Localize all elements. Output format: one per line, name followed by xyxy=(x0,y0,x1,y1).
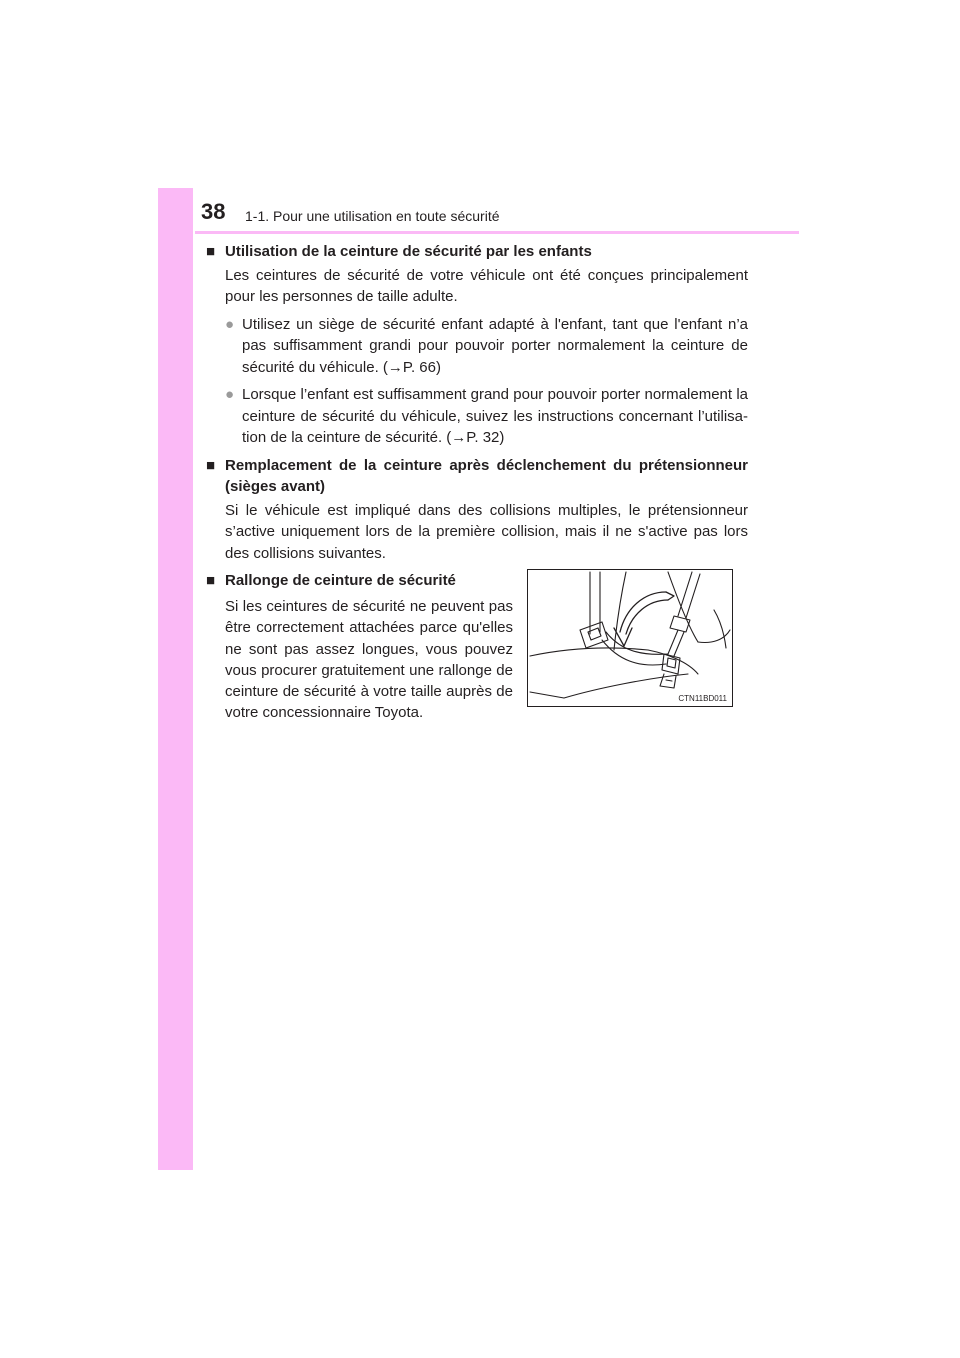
page-number: 38 xyxy=(201,199,226,224)
section-title: Remplacement de la ceinture après déclenchement du prétensionneur (sièges avant) xyxy=(225,456,748,495)
section-body: Si les ceintures de sécurité ne peuvent pas être correctement attachées parce qu'elles ne sont pas assez longues, vous pouvez vous procurer gratuitement une rallonge de ceinture de sécurité à votre taille auprès de votre concessionnaire Toyota. xyxy=(225,598,513,722)
chapter-title: 1-1. Pour une utilisation en toute sécurité xyxy=(245,208,500,224)
section-heading-pretensioner xyxy=(206,455,748,498)
figure-code: CTN11BD011 xyxy=(678,694,727,703)
square-bullet-icon: ■ xyxy=(206,456,216,474)
section-title: Rallonge de ceinture de sécurité xyxy=(225,572,456,589)
section-body: Si le véhicule est impliqué dans des collisions multiples, le prétensionneur s’active uniquement lors de la première collision, mais il ne s'active pas lors des collisions suivantes. xyxy=(225,501,748,562)
seatbelt-drawing xyxy=(528,570,732,706)
list-item xyxy=(206,314,748,379)
square-bullet-icon: ■ xyxy=(206,572,216,589)
list-item-text: Utilisez un siège de sécurité enfant adapté à l'enfant, tant que l'enfant n’a pas suffisamment grandi pour pouvoir porter normalement la ceinture de sécurité du véhicule. (→P. 66) xyxy=(242,315,748,376)
list-item xyxy=(206,384,748,449)
section-title: Utilisation de la ceinture de sécurité par les enfants xyxy=(225,243,592,260)
seatbelt-extender-illustration xyxy=(527,569,733,707)
chapter-sidebar-tab xyxy=(158,188,193,1170)
section-intro: Les ceintures de sécurité de votre véhicule ont été conçues principalement pour les personnes de taille adulte. xyxy=(225,266,748,305)
section-heading-children xyxy=(206,241,748,263)
circle-bullet-icon: ● xyxy=(225,315,235,333)
header-rule xyxy=(195,231,799,234)
list-item-text: Lorsque l’enfant est suffisamment grand pour pouvoir porter normalement la ceinture de sécurité du véhicule, suivez les instructions concernant l’utilisa-tion de la ceinture de sécurité. (→P. 32) xyxy=(242,386,748,446)
circle-bullet-icon: ● xyxy=(225,386,235,403)
square-bullet-icon: ■ xyxy=(206,243,216,260)
